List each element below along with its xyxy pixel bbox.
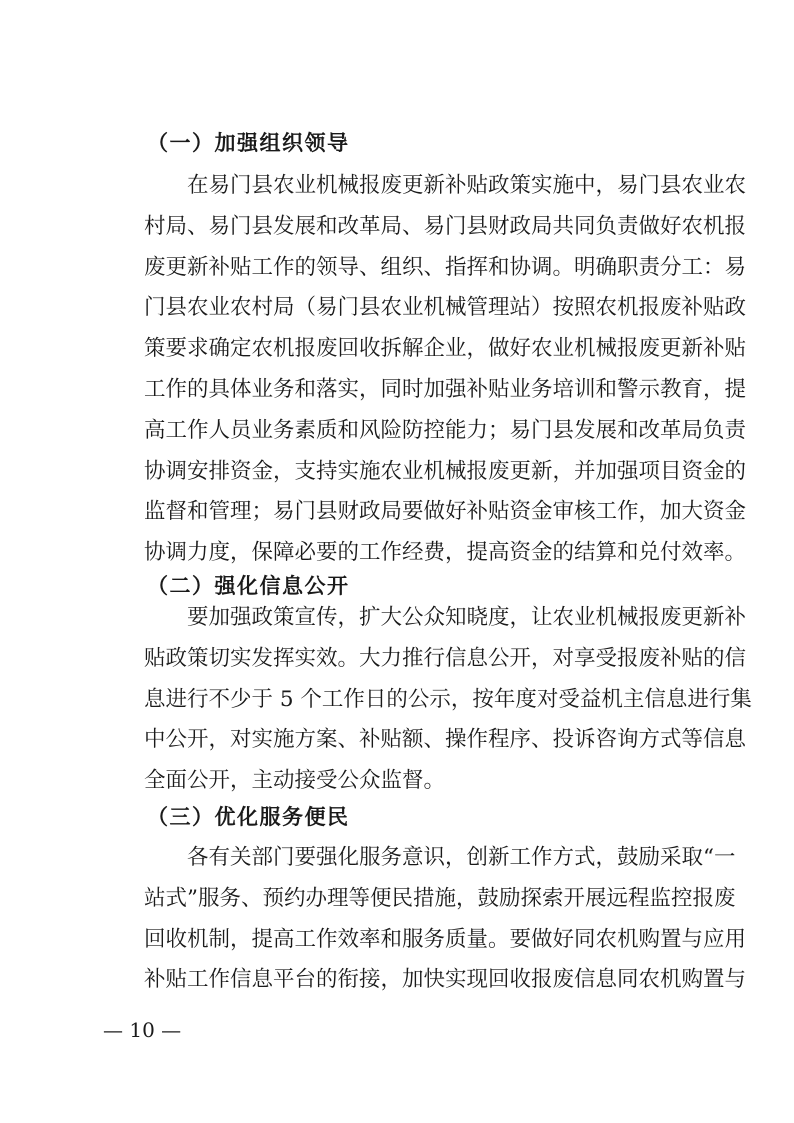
section-heading-1: （一）加强组织领导 bbox=[147, 131, 350, 155]
paragraph-information-disclosure bbox=[101, 598, 752, 802]
text-line: 回收机制，提高工作效率和服务质量。要做好同农机购置与应用 bbox=[144, 926, 747, 952]
text-line: 协调安排资金，支持实施农业机械报废更新，并加强项目资金的 bbox=[144, 458, 747, 484]
text-line: 全面公开，主动接受公众监督。 bbox=[144, 768, 446, 794]
page-number: — 10 — bbox=[103, 1018, 182, 1042]
section-heading-2: （二）强化信息公开 bbox=[147, 574, 350, 598]
paragraph-organization-leadership bbox=[101, 166, 747, 574]
text-line: 策要求确定农机报废回收拆解企业，做好农业机械报废更新补贴 bbox=[144, 336, 747, 362]
text-line: 要加强政策宣传，扩大公众知晓度，让农业机械报废更新补 bbox=[187, 605, 747, 630]
paragraph-service-convenience bbox=[101, 838, 747, 1001]
text-line: 中公开，对实施方案、补贴额、操作程序、投诉咨询方式等信息 bbox=[144, 727, 747, 753]
text-line: 站式”服务、预约办理等便民措施，鼓励探索开展远程监控报废 bbox=[144, 885, 736, 911]
text-line: 高工作人员业务素质和风险防控能力；易门县发展和改革局负责 bbox=[144, 417, 747, 443]
text-line: 工作的具体业务和落实，同时加强补贴业务培训和警示教育，提 bbox=[144, 376, 747, 402]
text-line: 监督和管理；易门县财政局要做好补贴资金审核工作，加大资金 bbox=[144, 499, 747, 525]
section-heading-3: （三）优化服务便民 bbox=[147, 805, 350, 829]
text-line: 废更新补贴工作的领导、组织、指挥和协调。明确职责分工：易 bbox=[144, 254, 747, 280]
text-line: 各有关部门要强化服务意识，创新工作方式，鼓励采取“一 bbox=[187, 845, 736, 870]
text-line: 贴政策切实发挥实效。大力推行信息公开，对享受报废补贴的信 bbox=[144, 645, 747, 671]
text-line: 在易门县农业机械报废更新补贴政策实施中，易门县农业农 bbox=[187, 173, 747, 198]
text-line: 息进行不少于 5 个工作日的公示，按年度对受益机主信息进行集 bbox=[144, 686, 752, 712]
text-line: 村局、易门县发展和改革局、易门县财政局共同负责做好农机报 bbox=[144, 213, 747, 239]
text-line: 门县农业农村局（易门县农业机械管理站）按照农机报废补贴政 bbox=[144, 295, 747, 321]
text-line: 补贴工作信息平台的衔接，加快实现回收报废信息同农机购置与 bbox=[144, 967, 747, 993]
text-line: 协调力度，保障必要的工作经费，提高资金的结算和兑付效率。 bbox=[144, 540, 747, 566]
